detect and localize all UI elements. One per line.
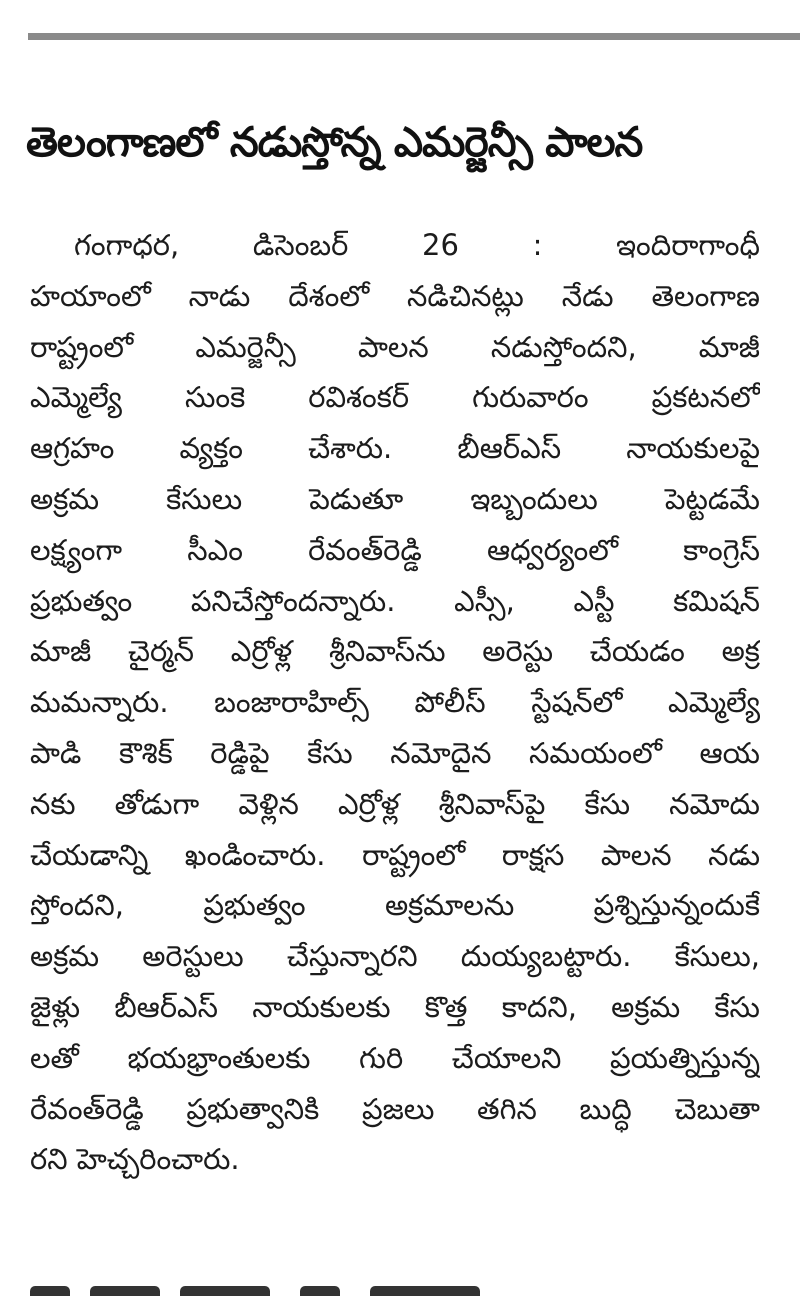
- article-word: సీఎం: [187, 532, 243, 567]
- article-word: కేసు: [714, 989, 760, 1024]
- article-word: పాడి: [30, 735, 82, 770]
- article-word: డిసెంబర్: [252, 228, 349, 262]
- article-word: హయాంలో: [30, 278, 151, 313]
- article-line: [30, 779, 760, 830]
- article-word: ప్రకటనలో: [651, 380, 760, 415]
- article-line: [30, 1084, 760, 1135]
- article-word: గురువారం: [472, 380, 589, 415]
- article-word: నాయకులకు: [252, 989, 391, 1024]
- article-word: చెబుతా: [674, 1091, 760, 1126]
- article-word: రాష్ట్రంలో: [361, 837, 466, 872]
- article-word: అక్రమ: [611, 989, 681, 1024]
- article-line: [30, 1134, 760, 1185]
- article-word: శ్రీనివాస్‌పై: [438, 786, 546, 821]
- article-word: పెట్టడమే: [664, 481, 760, 516]
- article-word: పాలన: [357, 329, 429, 364]
- article-word: పనిచేస్తోందన్నారు.: [190, 583, 396, 618]
- article-word: నేడు: [561, 278, 614, 313]
- article-word: నాడు: [188, 278, 251, 313]
- article-word: చేస్తున్నారని: [286, 939, 418, 974]
- article-word: కౌశిక్: [118, 735, 173, 770]
- article-word: కేసు: [584, 786, 631, 821]
- article-word: వెళ్లిన: [238, 786, 299, 821]
- article-word: నమోదైన: [390, 735, 492, 770]
- article-word: రవిశంకర్: [308, 380, 410, 415]
- article-word: ప్రయత్నిస్తున్న: [610, 1040, 760, 1075]
- article-word: ప్రభుత్వం: [203, 888, 306, 923]
- article-word: సమయంలో: [529, 735, 662, 770]
- article-word: అక్ర: [721, 634, 760, 669]
- article-word: జైళ్లు: [30, 989, 81, 1024]
- article-word: బంజారాహిల్స్: [214, 685, 369, 720]
- article-word: మమన్నారు.: [30, 685, 169, 720]
- article-line: [30, 728, 760, 779]
- article-word: ప్రభుత్వం: [30, 583, 133, 618]
- article-line: [30, 626, 760, 677]
- article-word: చేయడాన్ని: [30, 837, 149, 872]
- article-word: ప్రభుత్వానికి: [186, 1091, 320, 1126]
- article-word: హెచ్చరించారు.: [76, 1142, 240, 1177]
- article-word: సుంకె: [185, 380, 246, 415]
- article-line: [30, 322, 760, 373]
- article-word: దేశంలో: [288, 278, 370, 313]
- article-word: గంగాధర,: [74, 228, 180, 262]
- article-word: కేసులు,: [674, 939, 760, 974]
- next-article-fragment: [30, 1284, 590, 1296]
- article-word: కేసు: [307, 735, 353, 770]
- article-word: అక్రమ: [30, 939, 100, 974]
- article-word: బీఆర్ఎస్: [457, 431, 562, 466]
- article-word: రేవంత్‌రెడ్డి: [308, 532, 422, 567]
- article-word: అరెస్టు: [482, 634, 554, 669]
- article-word: నాయకులపై: [626, 431, 760, 466]
- article-body: [30, 220, 760, 1185]
- article-line: [30, 931, 760, 982]
- article-word: ప్రశ్నిస్తున్నందుకే: [593, 888, 760, 923]
- article-word: ఇందిరాగాంధీ: [616, 228, 760, 262]
- article-word: లక్ష్యంగా: [30, 532, 123, 567]
- article-word: బుద్ధి: [579, 1091, 632, 1126]
- article-word: ఆగ్రహం: [30, 431, 115, 466]
- article-word: కాంగ్రెస్: [683, 532, 760, 567]
- article-word: ఎస్సీ,: [454, 583, 515, 618]
- article-line: [30, 525, 760, 576]
- article-word: తెలంగాణ: [651, 278, 760, 313]
- article-word: లతో: [30, 1040, 79, 1075]
- article-word: ఎస్టీ: [573, 583, 615, 618]
- article-word: కొత్త: [424, 989, 468, 1024]
- article-word: నకు: [30, 786, 76, 821]
- article-word: ఇబ్బందులు: [470, 481, 598, 516]
- article-word: రాష్ట్రంలో: [30, 329, 134, 364]
- article-word: అరెస్టులు: [142, 939, 244, 974]
- article-line: [30, 576, 760, 627]
- article-line: [30, 474, 760, 525]
- article-word: వ్యక్తం: [179, 431, 243, 466]
- article-word: రని: [30, 1142, 77, 1177]
- article-word: బీఆర్ఎస్: [114, 989, 218, 1024]
- article-word: రాక్షస: [501, 837, 565, 872]
- article-word: నడిచినట్లు: [407, 278, 524, 313]
- article-word: ఎమ్మెల్యే: [30, 380, 122, 415]
- article-word: తగిన: [477, 1091, 537, 1126]
- article-line: [30, 830, 760, 881]
- article-word: పాలన: [600, 837, 672, 872]
- article-word: శ్రీనివాస్‌ను: [328, 634, 446, 669]
- article-word: నమోదు: [669, 786, 760, 821]
- article-word: చైర్మన్: [127, 634, 194, 669]
- article-word: అక్రమాలను: [384, 888, 515, 923]
- article-word: ఆధ్వర్యంలో: [486, 532, 619, 567]
- article-word: చేశారు.: [308, 431, 393, 466]
- article-line: [30, 372, 760, 423]
- article-line: [30, 982, 760, 1033]
- article-word: నడు: [708, 837, 760, 872]
- article-word: స్తోందని,: [30, 888, 124, 923]
- article-word: ఆయ: [699, 735, 760, 770]
- article-word: పోలీస్: [414, 685, 486, 720]
- article-word: భయభ్రాంతులకు: [127, 1040, 311, 1075]
- article-word: ఎర్రోళ్ల: [338, 786, 400, 821]
- top-rule: [28, 33, 800, 40]
- article-word: చేయాలని: [451, 1040, 562, 1075]
- article-word: :: [532, 228, 543, 262]
- article-word: దుయ్యబట్టారు.: [460, 939, 632, 974]
- article-word: 26: [422, 228, 459, 262]
- article-word: మాజీ: [30, 634, 92, 669]
- article-word: స్టేషన్‌లో: [531, 685, 623, 720]
- article-word: గురి: [359, 1040, 404, 1075]
- article-line: [30, 220, 760, 271]
- article-word: చేయడం: [589, 634, 685, 669]
- article-word: ప్రజలు: [361, 1091, 435, 1126]
- article-line: [30, 423, 760, 474]
- article-word: పెడుతూ: [309, 481, 404, 516]
- article-line: [30, 271, 760, 322]
- article-word: ఎమ్మెల్యే: [668, 685, 760, 720]
- article-word: అక్రమ: [30, 481, 100, 516]
- article-word: నడుస్తోందని,: [490, 329, 637, 364]
- article-word: ఎమర్జెన్సీ: [195, 329, 296, 364]
- article-word: తోడుగా: [114, 786, 200, 821]
- article-word: ఖండించారు.: [184, 837, 326, 872]
- headline: తెలంగాణలో నడుస్తోన్న ఎమర్జెన్సీ పాలన: [26, 118, 643, 166]
- article-line: [30, 880, 760, 931]
- article-word: కమిషన్: [673, 583, 760, 618]
- article-word: రేవంత్‌రెడ్డి: [30, 1091, 144, 1126]
- article-line: [30, 677, 760, 728]
- article-line: [30, 1033, 760, 1084]
- article-word: కేసులు: [166, 481, 243, 516]
- article-word: కాదని,: [501, 989, 577, 1024]
- article-word: ఎర్రోళ్ల: [230, 634, 293, 669]
- article-word: రెడ్డిపై: [210, 735, 270, 770]
- article-word: మాజీ: [698, 329, 760, 364]
